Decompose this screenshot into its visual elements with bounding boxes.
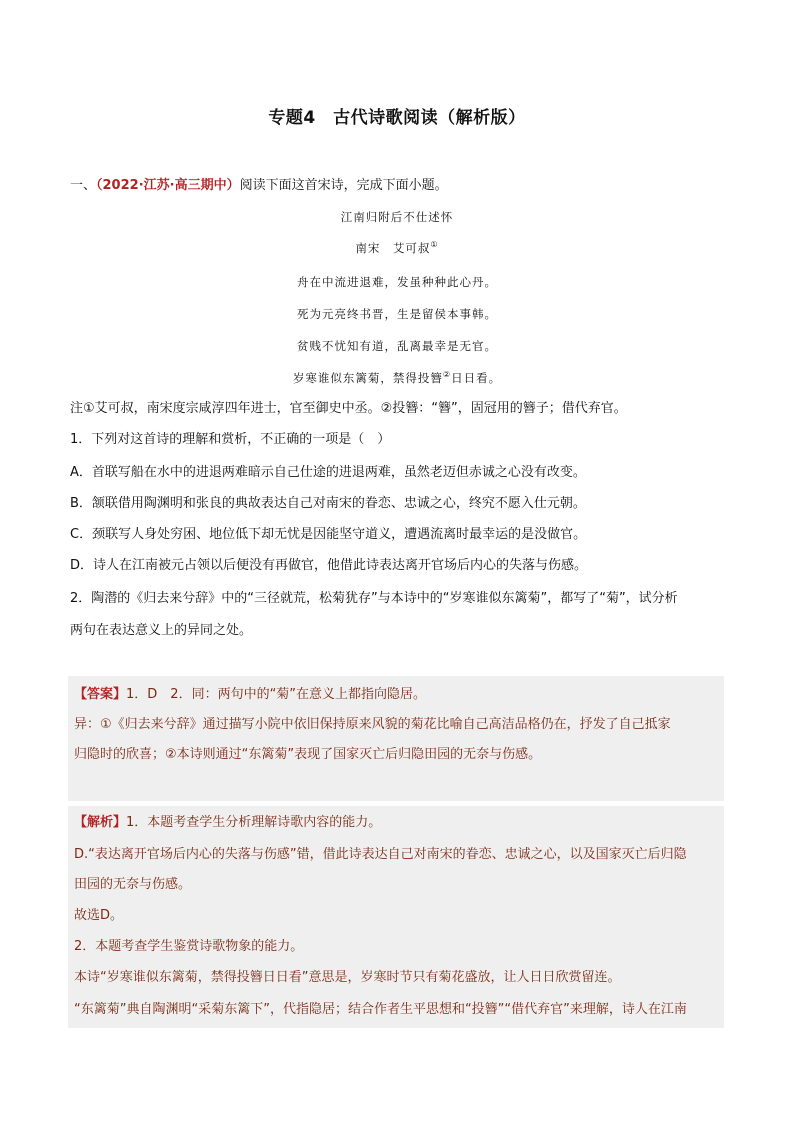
poem-line-4: 岁寒谁似东篱菊，禁得投簪②日日看。 xyxy=(292,370,502,385)
answer-line-2: 异：①《归去来兮辞》通过描写小院中依旧保持原来风貌的菊花比喻自己高洁品格仍在，抒发了自己抵家 xyxy=(74,717,671,732)
q1-option-c: C．颈联写人身处穷困、地位低下却无忧是因能坚守道义，遭遇流离时最幸运的是没做官。 xyxy=(70,527,587,542)
analysis-line-7: “东篱菊”典自陶渊明“采菊东篱下”，代指隐居；结合作者生平思想和“投簪”“借代弃官”来理解，诗人在江南 xyxy=(74,1002,687,1017)
question-instruction: 阅读下面这首宋诗，完成下面小题。 xyxy=(239,178,448,193)
analysis-tag: 【解析】 xyxy=(74,815,127,830)
poem-note: 注①艾可叔，南宋度宗咸淳四年进士，官至御史中丞。②投簪：“簪”，固冠用的簪子；借代弃官。 xyxy=(70,401,627,416)
analysis-line-5: 2．本题考查学生鉴赏诗歌物象的能力。 xyxy=(74,939,304,954)
q2-stem-line-2: 两句在表达意义上的异同之处。 xyxy=(70,623,253,638)
q1-stem: 1．下列对这首诗的理解和赏析，不正确的一项是（ ） xyxy=(70,432,391,447)
page-title: 专题4 古代诗歌阅读（解析版） xyxy=(268,108,526,128)
answer-box xyxy=(68,676,724,801)
analysis-line-6: 本诗“岁寒谁似东篱菊，禁得投簪日日看”意思是，岁寒时节只有菊花盛放，让人日日欣赏留连。 xyxy=(74,970,621,985)
poem-author: 南宋 艾可叔① xyxy=(355,240,439,255)
analysis-line-3: 田园的无奈与伤感。 xyxy=(74,877,192,892)
answer-tag: 【答案】 xyxy=(74,687,127,702)
q1-option-b: B．颔联借用陶渊明和张良的典故表达自己对南宋的眷恋、忠诚之心，终究不愿入仕元朝。 xyxy=(70,496,586,511)
q2-stem-line-1: 2．陶潜的《归去来兮辞》中的“三径就荒，松菊犹存”与本诗中的“岁寒谁似东篱菊”，都写了“菊”，试分析 xyxy=(70,591,678,606)
poem-line-1: 舟在中流进退难，发虽种种此心丹。 xyxy=(297,275,497,289)
analysis-line-2: D.“表达离开官场后内心的失落与伤感”错，借此诗表达自己对南宋的眷恋、忠诚之心，以及国家灭亡后归隐 xyxy=(74,847,687,862)
analysis-box xyxy=(68,806,724,1028)
q1-option-d: D．诗人在江南被元占领以后便没有再做官，他借此诗表达离开官场后内心的失落与伤感。 xyxy=(70,558,588,573)
answer-line-3: 归隐时的欣喜；②本诗则通过“东篱菊”表现了国家灭亡后归隐田园的无奈与伤感。 xyxy=(74,747,542,762)
poem-line-3: 贫贱不忧知有道，乱离最幸是无官。 xyxy=(297,339,497,353)
poem-line-2: 死为元亮终书晋，生是留侯本事韩。 xyxy=(297,307,497,321)
question-prefix: 一、 xyxy=(70,178,97,193)
q1-option-a: A．首联写船在水中的进退两难暗示自己仕途的进退两难，虽然老迈但赤诚之心没有改变。 xyxy=(70,465,586,480)
analysis-line-1: 【解析】1．本题考查学生分析理解诗歌内容的能力。 xyxy=(74,815,382,830)
answer-line-1: 【答案】1．D 2．同：两句中的“菊”在意义上都指向隐居。 xyxy=(74,687,427,702)
poem-title: 江南归附后不仕述怀 xyxy=(340,210,454,224)
question-intro xyxy=(70,176,448,196)
analysis-line-4: 故选D。 xyxy=(74,908,124,923)
question-source: （2022·江苏·高三期中） xyxy=(96,178,240,193)
